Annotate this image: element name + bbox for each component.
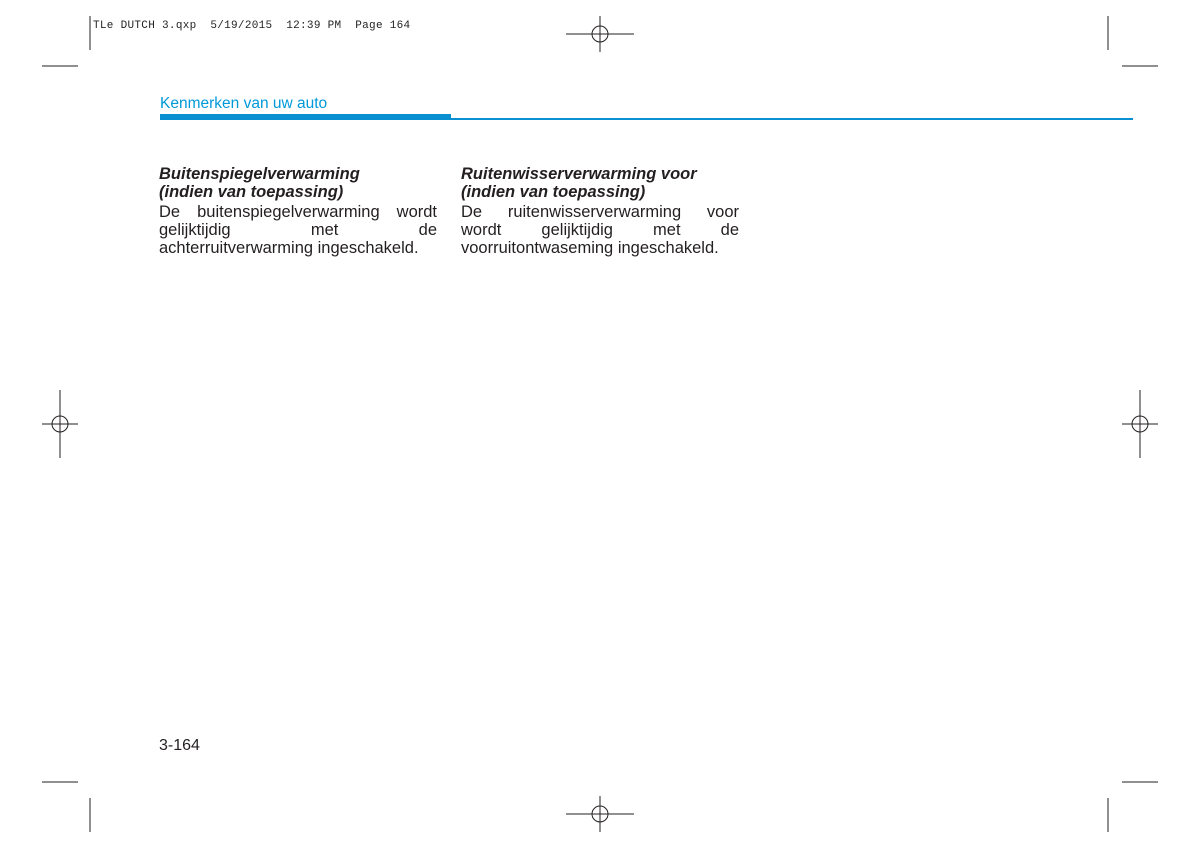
registration-mark-bottom bbox=[566, 796, 634, 832]
heading-line-2: (indien van toepassing) bbox=[461, 183, 646, 201]
body-outside-mirror-heater: De buitenspiegelverwarming wordt gelijktijdig met de achterruitverwarming ingeschakeld. bbox=[159, 203, 437, 257]
heading-outside-mirror-heater bbox=[159, 165, 437, 201]
registration-mark-left bbox=[42, 390, 78, 458]
body-front-wiper-heater: De ruitenwisserverwarming voor wordt gelijktijdig met de voorruitontwaseming ingeschakeld. bbox=[461, 203, 739, 257]
section-title: Kenmerken van uw auto bbox=[160, 95, 328, 112]
column-front-wiper-heater bbox=[461, 165, 739, 257]
heading-line-1: Buitenspiegelverwarming bbox=[159, 165, 360, 183]
page-number: 3-164 bbox=[159, 737, 200, 754]
registration-mark-top bbox=[566, 16, 634, 52]
heading-front-wiper-heater bbox=[461, 165, 739, 201]
heading-line-2: (indien van toepassing) bbox=[159, 183, 344, 201]
header-rule-thick bbox=[160, 114, 451, 120]
print-slug: TLe DUTCH 3.qxp 5/19/2015 12:39 PM Page 164 bbox=[93, 20, 411, 32]
heading-line-1: Ruitenwisserverwarming voor bbox=[461, 165, 697, 183]
column-outside-mirror-heater bbox=[159, 165, 437, 257]
registration-mark-right bbox=[1122, 390, 1158, 458]
header-rule-thin bbox=[451, 118, 1133, 120]
